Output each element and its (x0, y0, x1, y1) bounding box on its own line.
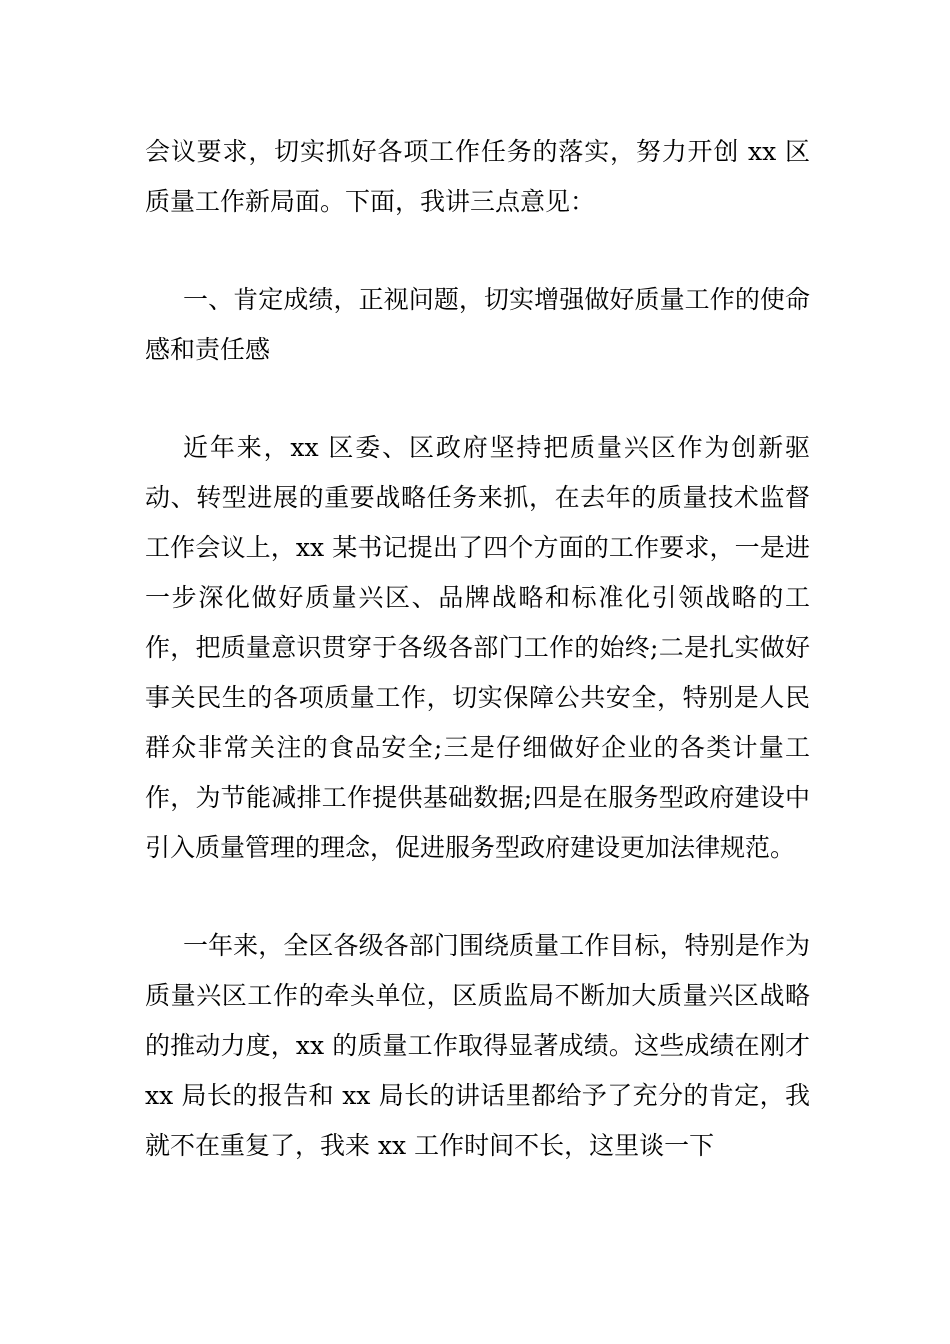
paragraph-gap (145, 873, 810, 921)
section-heading: 一、肯定成绩，正视问题，切实增强做好质量工作的使命感和责任感 (145, 285, 810, 364)
paragraph-intro: 会议要求，切实抓好各项工作任务的落实，努力开创 xx 区质量工作新局面。下面，我讲三点意见： (145, 137, 810, 216)
paragraph-body: 近年来，xx 区委、区政府坚持把质量兴区作为创新驱动、转型进展的重要战略任务来抓，在去年的质量技术监督工作会议上，xx 某书记提出了四个方面的工作要求，一是进一步深化做好质量兴区、品牌战略和标准化引领战略的工作，把质量意识贯穿于各级各部门工作的始终;二是扎实做好事关民生的各项质量工作，切实保障公共安全，特别是人民群众非常关注的食品安全;三是仔细做好企业的各类计量工作，为节能减排工作提供基础数据;四是在服务型政府建设中引入质量管理的理念，促进服务型政府建设更加法律规范。 (145, 433, 810, 862)
paragraph-gap (145, 227, 810, 275)
paragraph-body: 一年来，全区各级各部门围绕质量工作目标，特别是作为质量兴区工作的牵头单位，区质监局不断加大质量兴区战略的推动力度，xx 的质量工作取得显著成绩。这些成绩在刚才 xx 局长的报告和 xx 局长的讲话里都给予了充分的肯定，我就不在重复了，我来 xx 工作时间不长，这里谈一下 (145, 931, 810, 1160)
document-body (145, 127, 810, 1171)
paragraph-gap (145, 375, 810, 423)
